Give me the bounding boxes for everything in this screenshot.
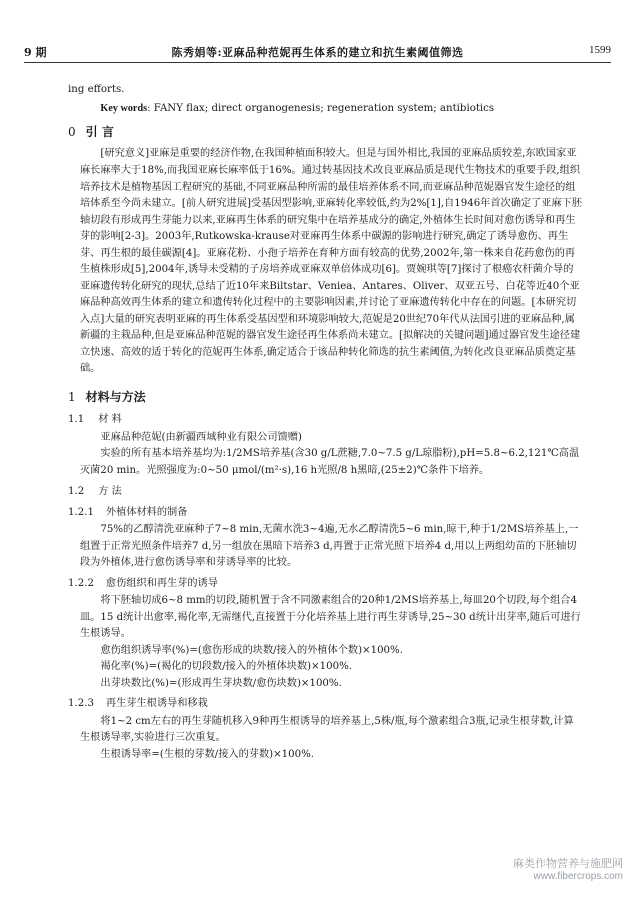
running-header bbox=[24, 40, 611, 63]
formula-browning-rate: 褐化率(%)=(褐化的切段数/接入的外植体块数)×100%. bbox=[100, 661, 353, 673]
formula-callus-rate: 愈伤组织诱导率(%)=(愈伤形成的块数/接入的外植体个数)×100%. bbox=[100, 644, 403, 656]
section-title: 引 言 bbox=[85, 125, 114, 140]
subsubsection-title: 愈伤组织和再生芽的诱导 bbox=[105, 577, 218, 589]
subsection-number: 1.1 bbox=[68, 414, 85, 426]
section-title: 材料与方法 bbox=[85, 389, 146, 404]
watermark bbox=[513, 857, 623, 883]
intro-paragraph: [研究意义]亚麻是重要的经济作物,在我国种植面积较大。但是与国外相比,我国的亚麻品质较差,东欧国家亚麻长麻率大于18%,而我国亚麻长麻率低于16%。通过转基因技术改良亚麻品质是现代生物技术的重要手段,组织培养技术是植物基因工程研究的基础,不同亚麻品种所需的最佳培养体系不同,而亚麻品种范妮器官发生途径的组培体系至今尚未建立。[前人研究进展]受基因型影响,亚麻转化率较低,约为2%[1],自1946年首次确定了亚麻下胚轴切段有形成再生芽能力以来,亚麻再生体系的研究集中在培养基成分的确定,外植体生长时间对愈伤诱导和再生芽的影响[2-3]。2003年,Rutkowska-krause对亚麻再生体系中碳源的影响进行研究,确定了诱导愈伤、再生芽、再生根的最佳碳源[4]。亚麻花粉、小孢子培养在育种方面有较高的优势,2002年,第一株来自花药愈伤的再生植株形成[5],2004年,诱导未受精的子房培养成亚麻双单倍体成功[6]。贾婉琪等[7]探讨了根癌农杆菌介导的亚麻遗传转化研究的现状,总结了近10年来Biltstar、Veniea、Antares、Oliver、双亚五号、白花等近40个亚麻品种高效再生体系的建立和遗传转化过程中的主要影响因素,并讨论了亚麻遗传转化中存在的问题。[本研究切入点]大量的研究表明亚麻的再生体系受基因型和环境影响较大,范妮是20世纪70年代从法国引进的亚麻品种,属新疆的主栽品种,但是亚麻品种范妮的器官发生途径再生体系尚未建立。[拟解决的关键问题]通过器官发生途径建立快速、高效的适于转化的范妮再生体系,确定适合于该品种转化筛选的抗生素阈值,为转化改良亚麻品质奠定基础。 bbox=[80, 148, 583, 375]
issue-number: 9 期 bbox=[24, 46, 47, 59]
keywords bbox=[80, 101, 583, 118]
subsubsection-number: 1.2.1 bbox=[68, 506, 94, 518]
explant-paragraph: 75%的乙醇清洗亚麻种子7~8 min,无菌水洗3~4遍,无水乙醇清洗5~6 min,晾干,种于1/2MS培养基上,一组置于正常光照条件培养7 d,另一组放在黑暗下培养3 d,再置于正常光照下培养4 d,用以上两组幼苗的下胚轴切段为外植体,进行愈伤诱导率和芽诱导率的比较。 bbox=[80, 524, 579, 569]
subsection-title: 材 料 bbox=[98, 414, 122, 426]
subsection-heading bbox=[68, 484, 583, 501]
formula-shoot-ratio: 出芽块数比(%)=(形成再生芽块数/愈伤块数)×100%. bbox=[100, 677, 342, 689]
page-number: 1599 bbox=[589, 44, 611, 56]
article-body bbox=[68, 82, 583, 763]
subsubsection-heading bbox=[68, 505, 583, 522]
callus-paragraph: 将下胚轴切成6~8 mm的切段,随机置于含不同激素组合的20种1/2MS培养基上,每皿20个切段,每个组合4皿。15 d统计出愈率,褐化率,无需继代,直接置于分化培养基上进行再生芽诱导,25~30 d统计出芽率,随后可进行生根诱导。 bbox=[80, 595, 581, 640]
section-heading-methods bbox=[68, 388, 583, 407]
section-number: 1 bbox=[68, 389, 76, 404]
subsubsection-heading bbox=[68, 696, 583, 713]
section-heading-intro bbox=[68, 123, 583, 142]
subsubsection-title: 外植体材料的制备 bbox=[105, 506, 188, 518]
subsubsection-heading bbox=[68, 576, 583, 593]
materials-paragraph: 亚麻品种范妮(由新疆西域种业有限公司馈赠) bbox=[100, 431, 302, 443]
medium-paragraph: 实验的所有基本培养基均为:1/2MS培养基(含30 g/L蔗糖,7.0~7.5 g/L琼脂粉),pH=5.8~6.2,121℃高温灭菌20 min。光照强度为:0~50 μmol/(m²·s),16 h光照/8 h黑暗,(25±2)℃条件下培养。 bbox=[80, 448, 580, 476]
running-title: 陈秀娟等:亚麻品种范妮再生体系的建立和抗生素阈值筛选 bbox=[171, 46, 464, 59]
subsubsection-title: 再生芽生根诱导和移栽 bbox=[105, 698, 208, 710]
rooting-paragraph: 将1~2 cm左右的再生芽随机移入9种再生根诱导的培养基上,5株/瓶,每个激素组合3瓶,记录生根芽数,计算生根诱导率,实验进行三次重复。 bbox=[80, 715, 574, 744]
subsection-number: 1.2 bbox=[68, 486, 85, 498]
subsubsection-number: 1.2.2 bbox=[68, 577, 94, 589]
subsection-heading bbox=[68, 412, 583, 429]
subsection-title: 方 法 bbox=[98, 486, 122, 498]
formula-rooting-rate: 生根诱导率=(生根的芽数/接入的芽数)×100%. bbox=[100, 748, 315, 760]
keywords-text: : FANY flax; direct organogenesis; regeneration system; antibiotics bbox=[147, 102, 495, 114]
section-number: 0 bbox=[68, 125, 76, 140]
keywords-label: Key words bbox=[100, 102, 148, 114]
subsubsection-number: 1.2.3 bbox=[68, 698, 94, 710]
abstract-tail: ing efforts. bbox=[68, 84, 125, 95]
watermark-url: www.fibercrops.com bbox=[533, 870, 623, 882]
watermark-text: 麻类作物营养与施肥网 bbox=[513, 856, 623, 870]
